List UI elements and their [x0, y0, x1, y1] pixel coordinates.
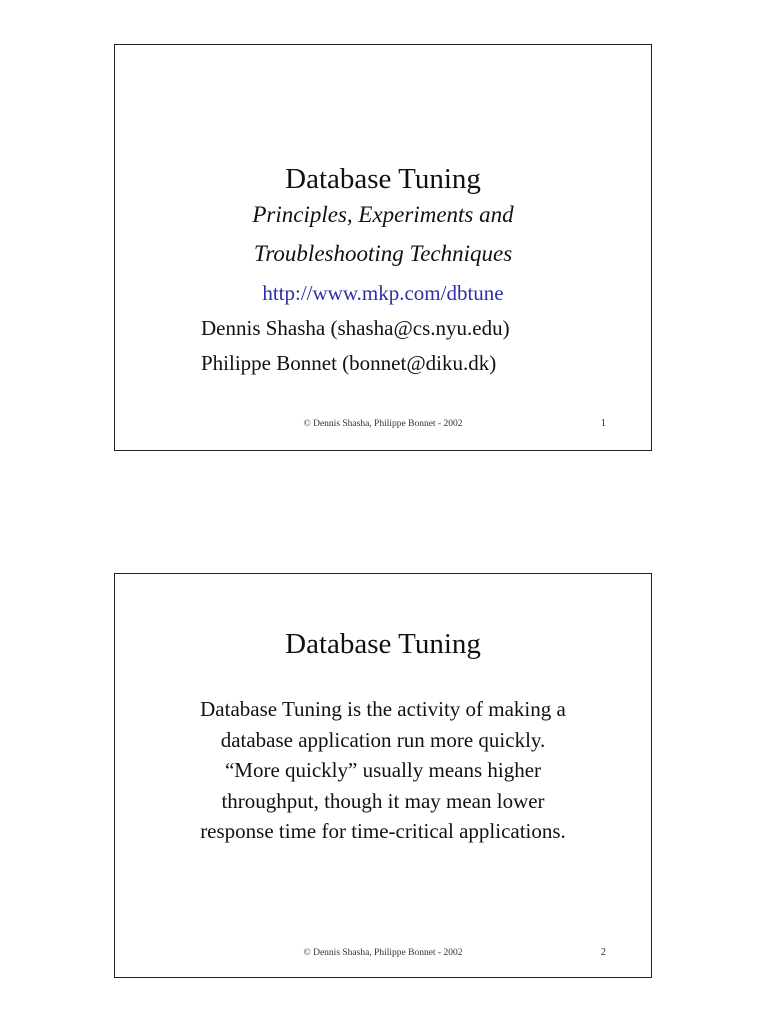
slide-title: Database Tuning — [285, 163, 481, 195]
slide-1 — [114, 44, 652, 451]
slide-subtitle-line-1: Principles, Experiments and — [252, 202, 514, 227]
body-line-5: response time for time-critical applications. — [200, 819, 566, 843]
slide-2 — [114, 573, 652, 978]
body-line-3: “More quickly” usually means higher — [224, 758, 542, 782]
body-line-4: throughput, though it may mean lower — [221, 788, 545, 813]
author-philippe-bonnet: Philippe Bonnet (bonnet@diku.dk) — [201, 351, 497, 375]
dbtune-website-link[interactable]: http://www.mkp.com/dbtune — [262, 281, 504, 305]
slide-footer-copyright: © Dennis Shasha, Philippe Bonnet - 2002 — [303, 419, 463, 429]
body-line-2: database application run more quickly. — [220, 727, 546, 752]
slide-title: Database Tuning — [285, 628, 481, 660]
slide-subtitle-line-2: Troubleshooting Techniques — [253, 241, 513, 266]
author-dennis-shasha: Dennis Shasha (shasha@cs.nyu.edu) — [201, 316, 510, 340]
slide-page-number: 2 — [600, 947, 606, 958]
slide-footer-copyright: © Dennis Shasha, Philippe Bonnet - 2002 — [303, 948, 463, 958]
slide-body-text — [115, 694, 651, 847]
slide-page-number: 1 — [600, 418, 606, 429]
body-line-1: Database Tuning is the activity of making a — [200, 697, 566, 721]
